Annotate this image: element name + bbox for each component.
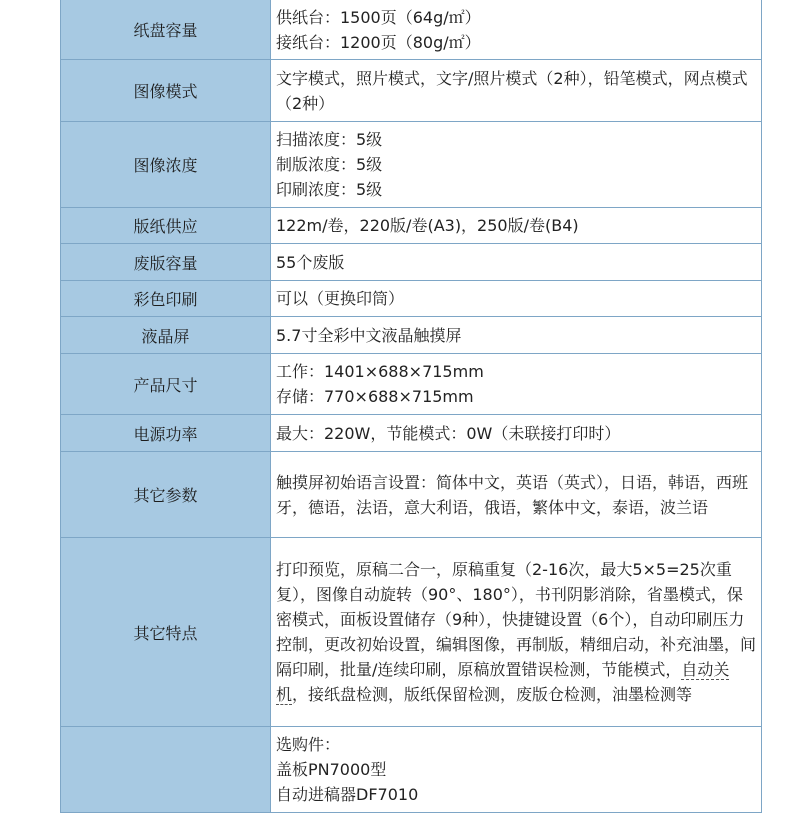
table-row: [61, 452, 762, 538]
table-row: [61, 208, 762, 244]
row-label: 其它参数: [61, 452, 271, 538]
value-line: 选购件：: [276, 735, 341, 754]
value-line: 扫描浓度：5级: [276, 130, 383, 149]
row-value: [271, 60, 762, 122]
table-row: [61, 60, 762, 122]
value-text: 122m/卷，220版/卷(A3)，250版/卷(B4): [276, 216, 579, 235]
value-line: 供纸台：1500页（64g/㎡）: [276, 7, 481, 27]
row-label: 图像模式: [61, 60, 271, 122]
table-row: [61, 354, 762, 415]
row-label: 废版容量: [61, 244, 271, 281]
row-label: 纸盘容量: [61, 0, 271, 60]
row-value: [271, 244, 762, 281]
row-label: 版纸供应: [61, 208, 271, 244]
value-text: 可以（更换印筒）: [276, 289, 405, 308]
row-value: [271, 317, 762, 354]
row-value: [271, 452, 762, 538]
value-line: 印刷浓度：5级: [276, 180, 383, 199]
value-text: 最大：220W，节能模式：0W（未联接打印时）: [276, 423, 621, 443]
row-label: 图像浓度: [61, 122, 271, 208]
row-value: [271, 122, 762, 208]
value-text: 文字模式，照片模式，文字/照片模式（2种），铅笔模式，网点模式（2种）: [276, 68, 748, 113]
row-label: 其它特点: [61, 538, 271, 727]
row-label: 产品尺寸: [61, 354, 271, 415]
row-label: 电源功率: [61, 415, 271, 452]
row-value: [271, 415, 762, 452]
value-text-part: 打印预览，原稿二合一，原稿重复（2-16次，最大5×5=25次重复），图像自动旋转（90°、180°），书刊阴影消除，省墨模式，保密模式，面板设置储存（9种），快捷键设置（6个），自动印刷压力控制，更改初始设置，编辑图像，再制版，精细启动，补充油墨，间隔印刷，批量/连续印刷，原稿放置错误检测，节能模式，: [276, 560, 757, 679]
spec-table: [60, 0, 762, 813]
value-line: 制版浓度：5级: [276, 155, 383, 174]
value-line: 接纸台：1200页（80g/㎡）: [276, 32, 481, 52]
value-text: 触摸屏初始语言设置：简体中文，英语（英式），日语，韩语，西班牙，德语，法语，意大利语，俄语，繁体中文，泰语，波兰语: [276, 472, 749, 517]
table-row: [61, 415, 762, 452]
row-value: [271, 208, 762, 244]
row-value: [271, 281, 762, 317]
row-value: [271, 538, 762, 727]
value-text-part: ，接纸盘检测，版纸保留检测，废版仓检测，油墨检测等: [292, 685, 693, 704]
table-row: [61, 538, 762, 727]
auto-shutdown-link[interactable]: 自动关机: [276, 660, 730, 704]
table-row: [61, 122, 762, 208]
row-value: [271, 354, 762, 415]
table-row: [61, 281, 762, 317]
table-row: [61, 244, 762, 281]
value-text: 5.7寸全彩中文液晶触摸屏: [276, 325, 462, 345]
value-text: [276, 557, 756, 707]
value-line: 存储：770×688×715mm: [276, 387, 474, 406]
value-line: 自动进稿器DF7010: [276, 785, 419, 804]
table-row: [61, 0, 762, 60]
value-text: 55个废版: [276, 252, 345, 272]
table-row: [61, 317, 762, 354]
row-label: 彩色印刷: [61, 281, 271, 317]
row-value: [271, 0, 762, 60]
value-line: 盖板PN7000型: [276, 760, 387, 779]
value-line: 工作：1401×688×715mm: [276, 362, 484, 381]
row-label: 液晶屏: [61, 317, 271, 354]
